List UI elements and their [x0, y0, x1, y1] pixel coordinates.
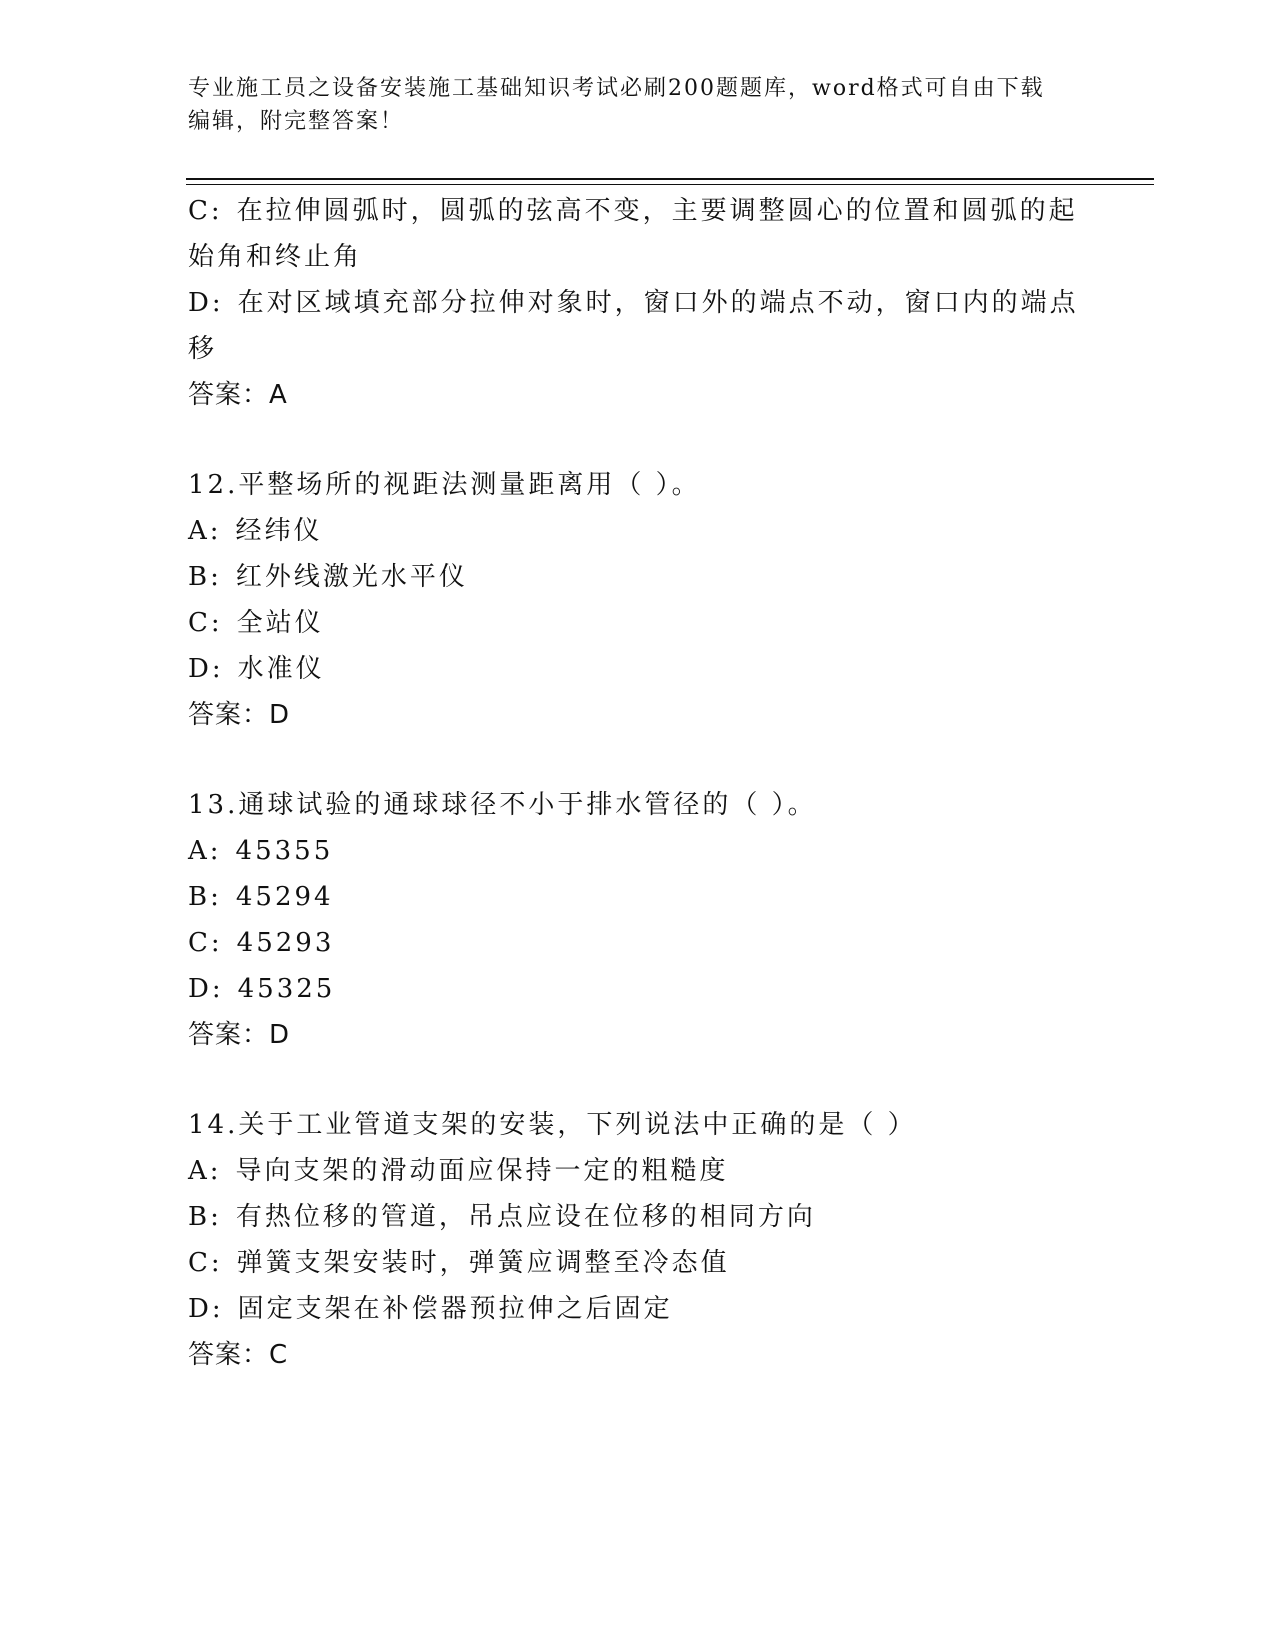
- option-label: D:: [188, 1294, 224, 1324]
- option-text: 在对区域填充部分拉伸对象时，窗口外的端点不动，窗口内的端点: [237, 288, 1079, 318]
- option-label: B:: [188, 562, 222, 592]
- option-text: 全站仪: [236, 608, 324, 638]
- option-c: [188, 600, 1088, 646]
- header-divider-thin: [186, 184, 1154, 185]
- option-label: D:: [188, 974, 224, 1004]
- option-d: [188, 966, 1088, 1012]
- option-c-continuation: 始角和终止角: [188, 242, 363, 272]
- spacer: [188, 418, 1088, 462]
- spacer: [188, 738, 1088, 782]
- question-list: [188, 188, 1088, 1378]
- option-c: [188, 1240, 1088, 1286]
- option-a: [188, 508, 1088, 554]
- option-label: D:: [188, 288, 224, 318]
- option-d: [188, 280, 1088, 326]
- option-label: A:: [188, 516, 222, 546]
- document-header: [188, 72, 1088, 138]
- option-d: [188, 1286, 1088, 1332]
- option-label: D:: [188, 654, 224, 684]
- option-label: B:: [188, 1202, 222, 1232]
- question-stem: 13.通球试验的通球球径不小于排水管径的（ ）。: [188, 790, 817, 820]
- question-stem: 12.平整场所的视距法测量距离用（ ）。: [188, 470, 701, 500]
- option-text: 经纬仪: [235, 516, 323, 546]
- option-d-continuation: 移: [188, 334, 218, 364]
- option-label: C:: [188, 608, 223, 638]
- header-title-line-2: 编辑，附完整答案！: [188, 109, 405, 134]
- option-text: 有热位移的管道，吊点应设在位移的相同方向: [235, 1202, 816, 1232]
- header-title-line-1: 专业施工员之设备安装施工基础知识考试必刷200题题库，word格式可自由下载: [188, 76, 1045, 101]
- answer-line: 答案：A: [188, 380, 288, 410]
- option-c: [188, 920, 1088, 966]
- question-14: [188, 1102, 1088, 1378]
- option-text: 弹簧支架安装时，弹簧应调整至冷态值: [236, 1248, 730, 1278]
- option-text: 导向支架的滑动面应保持一定的粗糙度: [235, 1156, 729, 1186]
- option-text: 45325: [237, 974, 336, 1004]
- option-a: [188, 828, 1088, 874]
- option-text: 45293: [236, 928, 335, 958]
- option-d: [188, 646, 1088, 692]
- option-b: [188, 1194, 1088, 1240]
- question-13: [188, 782, 1088, 1058]
- answer-line: 答案：C: [188, 1340, 289, 1370]
- header-divider-thick: [186, 178, 1154, 180]
- option-label: A:: [188, 1156, 222, 1186]
- option-label: C:: [188, 196, 223, 226]
- option-text: 固定支架在补偿器预拉伸之后固定: [237, 1294, 673, 1324]
- option-b: [188, 874, 1088, 920]
- question-fragment: [188, 188, 1088, 418]
- option-text: 水准仪: [237, 654, 325, 684]
- option-text: 45355: [235, 836, 334, 866]
- question-12: [188, 462, 1088, 738]
- option-c: [188, 188, 1088, 234]
- option-text: 红外线激光水平仪: [235, 562, 468, 592]
- option-label: B:: [188, 882, 222, 912]
- option-a: [188, 1148, 1088, 1194]
- spacer: [188, 1058, 1088, 1102]
- option-text: 45294: [235, 882, 334, 912]
- answer-line: 答案：D: [188, 1020, 291, 1050]
- option-text: 在拉伸圆弧时，圆弧的弦高不变，主要调整圆心的位置和圆弧的起: [236, 196, 1078, 226]
- option-b: [188, 554, 1088, 600]
- answer-line: 答案：D: [188, 700, 291, 730]
- option-label: C:: [188, 928, 223, 958]
- option-label: C:: [188, 1248, 223, 1278]
- option-label: A:: [188, 836, 222, 866]
- question-stem: 14.关于工业管道支架的安装，下列说法中正确的是（ ）: [188, 1110, 917, 1140]
